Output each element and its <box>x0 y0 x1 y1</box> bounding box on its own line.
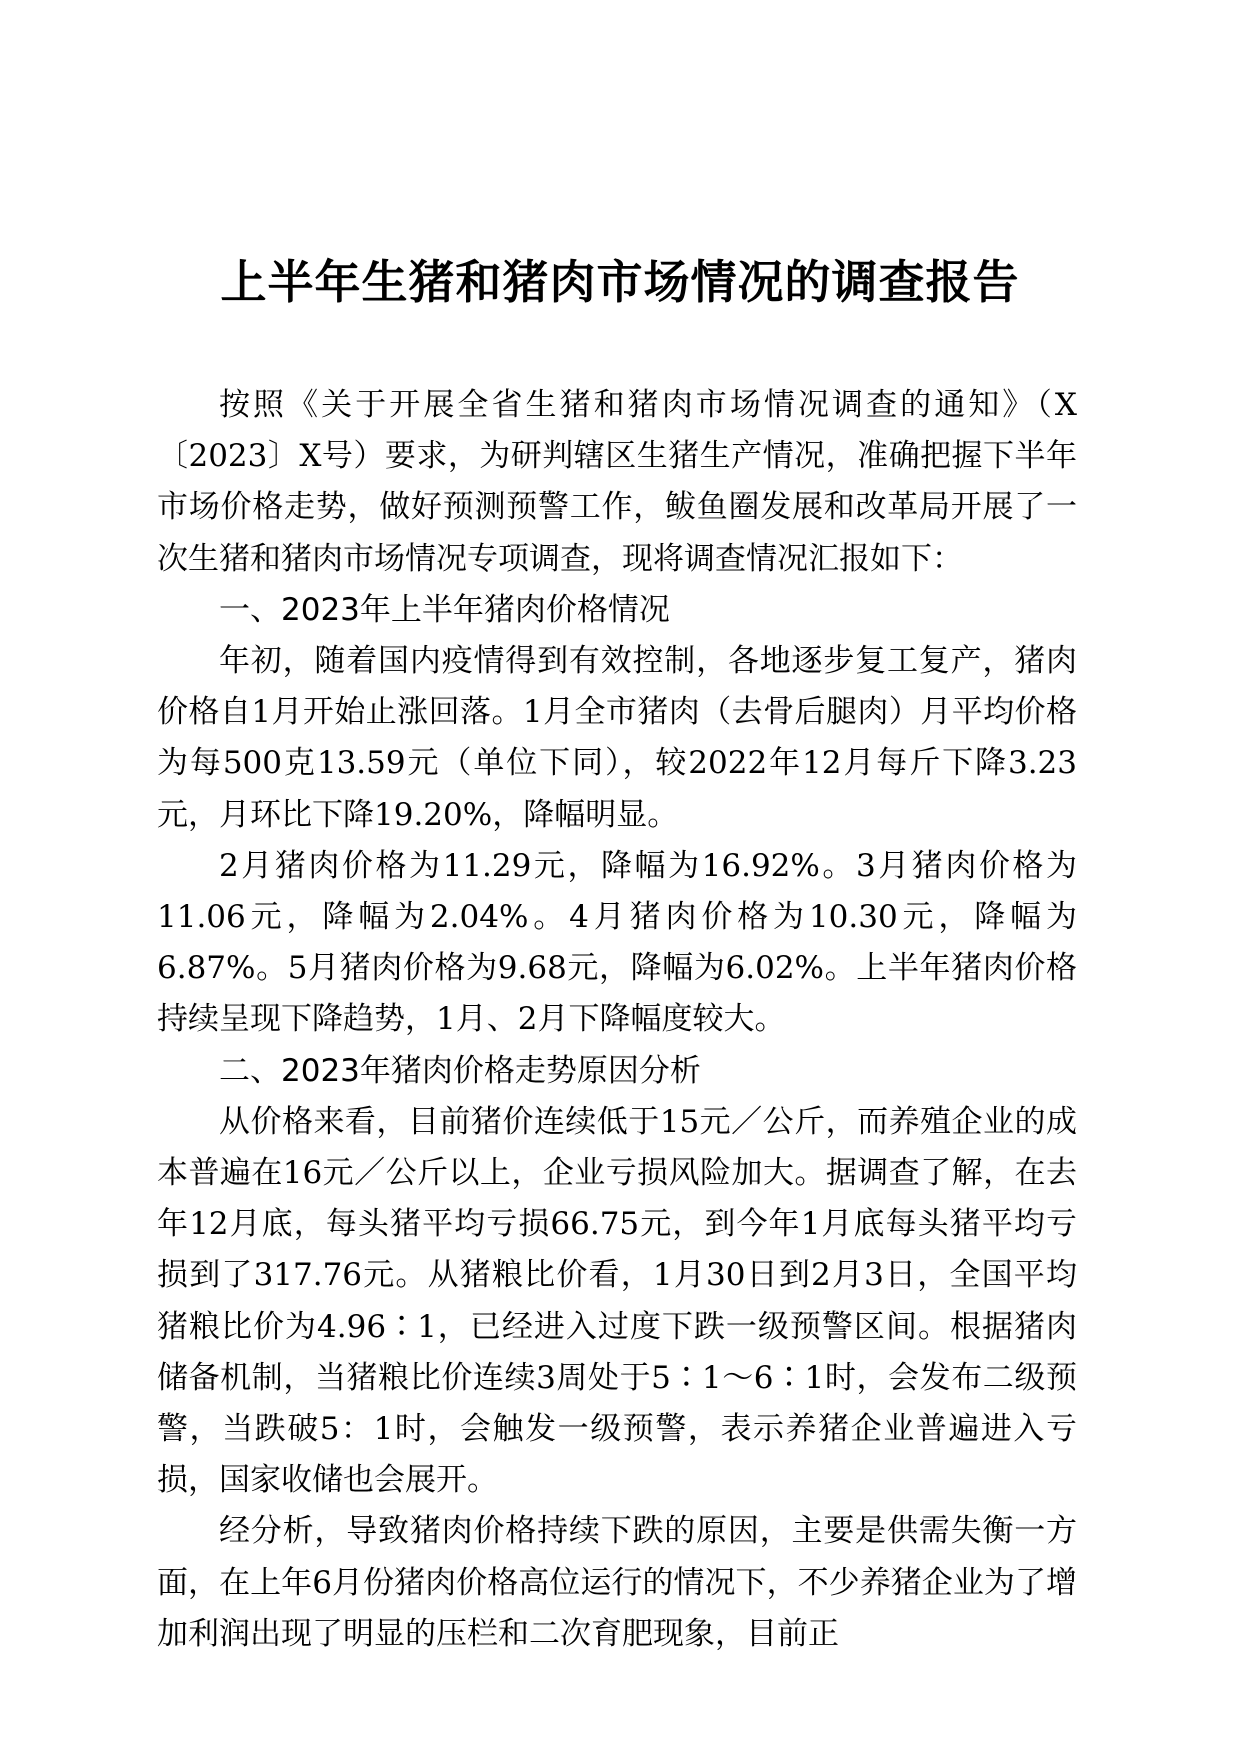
document-body <box>157 380 1077 1660</box>
document-title: 上半年生猪和猪肉市场情况的调查报告 <box>220 255 1020 309</box>
body-paragraph: 2月猪肉价格为11.29元，降幅为16.92%。3月猪肉价格为11.06元，降幅为2.04%。4月猪肉价格为10.30元，降幅为6.87%。5月猪肉价格为9.68元，降幅为6.02%。上半年猪肉价格持续呈现下降趋势，1月、2月下降幅度较大。 <box>157 847 1077 1038</box>
body-paragraph: 年初，随着国内疫情得到有效控制，各地逐步复工复产，猪肉价格自1月开始止涨回落。1月全市猪肉（去骨后腿肉）月平均价格为每500克13.59元（单位下同），较2022年12月每斤下降3.23元，月环比下降19.20%，降幅明显。 <box>157 643 1077 833</box>
body-paragraph: 经分析，导致猪肉价格持续下跌的原因，主要是供需失衡一方面，在上年6月份猪肉价格高位运行的情况下，不少养猪企业为了增加利润出现了明显的压栏和二次育肥现象，目前正 <box>157 1513 1077 1652</box>
body-paragraph: 从价格来看，目前猪价连续低于15元／公斤，而养殖企业的成本普遍在16元／公斤以上，企业亏损风险加大。据调查了解，在去年12月底，每头猪平均亏损66.75元，到今年1月底每头猪平均亏损到了317.76元。从猪粮比价看，1月30日到2月3日，全国平均猪粮比价为4.96∶1，已经进入过度下跌一级预警区间。根据猪肉储备机制，当猪粮比价连续3周处于5∶1～6∶1时，会发布二级预警，当跌破5：1时，会触发一级预警，表示养猪企业普遍进入亏损，国家收储也会展开。 <box>157 1103 1077 1499</box>
section-heading-1: 一、2023年上半年猪肉价格情况 <box>219 591 670 628</box>
section-heading-2: 二、2023年猪肉价格走势原因分析 <box>219 1052 701 1089</box>
intro-paragraph: 按照《关于开展全省生猪和猪肉市场情况调查的通知》（X〔2023〕X号）要求，为研判辖区生猪生产情况，准确把握下半年市场价格走势，做好预测预警工作，鲅鱼圈发展和改革局开展了一次生猪和猪肉市场情况专项调查，现将调查情况汇报如下： <box>157 387 1077 577</box>
